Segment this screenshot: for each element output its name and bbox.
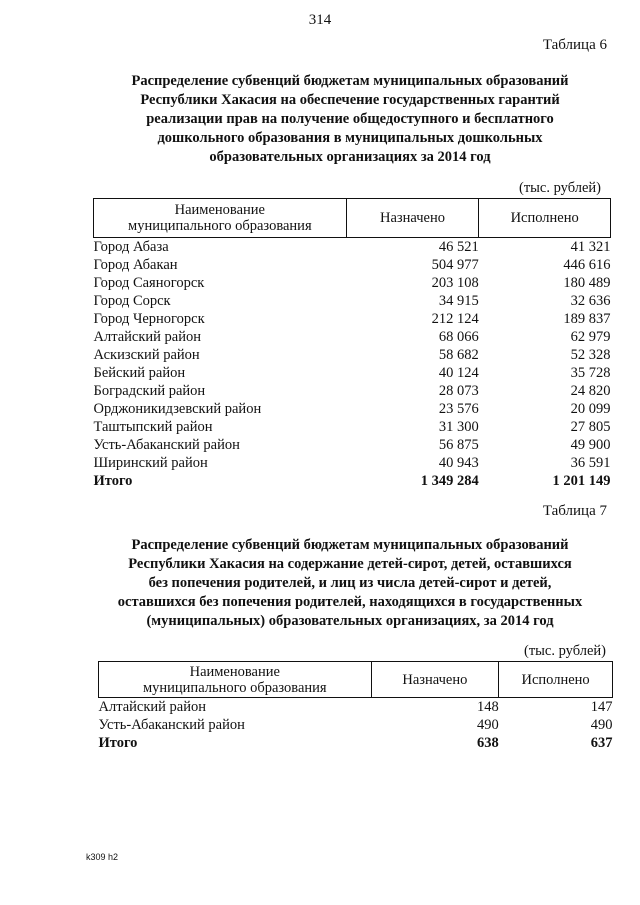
title-line: Республики Хакасия на содержание детей-сирот, детей, оставшихся <box>128 556 572 572</box>
table6-label: Таблица 6 <box>542 37 607 53</box>
table6-unit: (тыс. рублей) <box>519 180 601 196</box>
cell-name: Бейский район <box>93 365 186 381</box>
cell-assigned: 31 300 <box>438 419 479 435</box>
cell-executed: 62 979 <box>570 329 611 345</box>
cell-name: Итого <box>93 473 133 489</box>
title-line: Распределение субвенций бюджетам муниципальных образований <box>131 537 569 553</box>
cell-executed: 41 321 <box>570 239 611 255</box>
cell-assigned: 56 875 <box>438 437 479 453</box>
table-row <box>99 716 613 734</box>
header-name <box>99 662 372 698</box>
header-assigned: Назначено <box>371 662 499 698</box>
cell-executed: 27 805 <box>570 419 611 435</box>
table-row <box>94 382 611 400</box>
table-row <box>94 328 611 346</box>
title-line: Распределение субвенций бюджетам муниципальных образований <box>131 73 569 89</box>
table-row <box>94 346 611 364</box>
header-assigned: Назначено <box>346 199 479 238</box>
cell-assigned: 638 <box>476 735 499 751</box>
title-line: (муниципальных) образовательных организациях, за 2014 год <box>146 613 554 629</box>
cell-assigned: 212 124 <box>431 311 479 327</box>
cell-assigned: 23 576 <box>438 401 479 417</box>
header-name-line1: Наименование <box>174 202 265 218</box>
title-line: Республики Хакасия на обеспечение государственных гарантий <box>140 92 560 108</box>
table-row <box>94 256 611 274</box>
table-row <box>94 418 611 436</box>
cell-name: Город Абаза <box>93 239 169 255</box>
cell-executed: 637 <box>590 735 613 751</box>
cell-assigned: 28 073 <box>438 383 479 399</box>
table-row <box>94 364 611 382</box>
page-number: 314 <box>308 12 332 28</box>
cell-executed: 52 328 <box>570 347 611 363</box>
cell-assigned: 504 977 <box>431 257 479 273</box>
cell-name: Город Черногорск <box>93 311 205 327</box>
header-name <box>94 199 347 238</box>
cell-executed: 180 489 <box>563 275 611 291</box>
cell-name: Орджоникидзевский район <box>93 401 262 417</box>
table-row <box>94 454 611 472</box>
cell-assigned: 203 108 <box>431 275 479 291</box>
cell-name: Город Абакан <box>93 257 178 273</box>
cell-name: Ширинский район <box>93 455 208 471</box>
table7-header-row <box>99 662 613 698</box>
title-line: без попечения родителей, и лиц из числа детей-сирот и детей, <box>148 575 552 591</box>
total-row <box>99 734 613 752</box>
table6-header-row <box>94 199 611 238</box>
table7-unit: (тыс. рублей) <box>524 643 606 659</box>
cell-executed: 35 728 <box>570 365 611 381</box>
table7-title <box>70 536 630 631</box>
table7 <box>98 661 613 752</box>
table6-title <box>70 72 630 167</box>
table-row <box>94 238 611 257</box>
table-row <box>99 698 613 717</box>
cell-assigned: 46 521 <box>438 239 479 255</box>
cell-assigned: 40 943 <box>438 455 479 471</box>
footer-code: k309 h2 <box>86 852 119 862</box>
cell-executed: 24 820 <box>570 383 611 399</box>
cell-executed: 20 099 <box>570 401 611 417</box>
table-row <box>94 274 611 292</box>
title-line: оставшихся без попечения родителей, находящихся в государственных <box>117 594 583 610</box>
total-row <box>94 472 611 490</box>
table-row <box>94 400 611 418</box>
cell-name: Итого <box>98 735 138 751</box>
cell-assigned: 490 <box>476 717 499 733</box>
cell-name: Усть-Абаканский район <box>93 437 240 453</box>
header-name-line2: муниципального образования <box>128 218 312 234</box>
cell-name: Боградский район <box>93 383 206 399</box>
cell-name: Алтайский район <box>93 329 201 345</box>
cell-name: Усть-Абаканский район <box>98 717 245 733</box>
cell-assigned: 1 349 284 <box>420 473 479 489</box>
title-line: образовательных организациях за 2014 год <box>209 149 491 165</box>
cell-assigned: 68 066 <box>438 329 479 345</box>
cell-name: Город Сорск <box>93 293 171 309</box>
cell-executed: 36 591 <box>570 455 611 471</box>
cell-name: Аскизский район <box>93 347 200 363</box>
table-row <box>94 292 611 310</box>
cell-executed: 147 <box>590 699 613 715</box>
cell-assigned: 34 915 <box>438 293 479 309</box>
cell-executed: 1 201 149 <box>552 473 611 489</box>
header-executed: Исполнено <box>499 662 613 698</box>
cell-executed: 32 636 <box>570 293 611 309</box>
cell-name: Алтайский район <box>98 699 206 715</box>
cell-executed: 490 <box>590 717 613 733</box>
title-line: реализации прав на получение общедоступного и бесплатного <box>146 111 554 127</box>
table-row <box>94 436 611 454</box>
cell-assigned: 58 682 <box>438 347 479 363</box>
cell-assigned: 40 124 <box>438 365 479 381</box>
cell-name: Таштыпский район <box>93 419 213 435</box>
header-executed: Исполнено <box>479 199 611 238</box>
cell-executed: 446 616 <box>563 257 611 273</box>
cell-assigned: 148 <box>476 699 499 715</box>
cell-executed: 49 900 <box>570 437 611 453</box>
table7-label: Таблица 7 <box>542 503 607 519</box>
table6 <box>93 198 611 490</box>
title-line: дошкольного образования в муниципальных дошкольных <box>157 130 543 146</box>
cell-name: Город Саяногорск <box>93 275 205 291</box>
cell-executed: 189 837 <box>563 311 611 327</box>
header-name-line2: муниципального образования <box>142 679 327 696</box>
header-name-line1: Наименование <box>189 663 280 680</box>
table-row <box>94 310 611 328</box>
